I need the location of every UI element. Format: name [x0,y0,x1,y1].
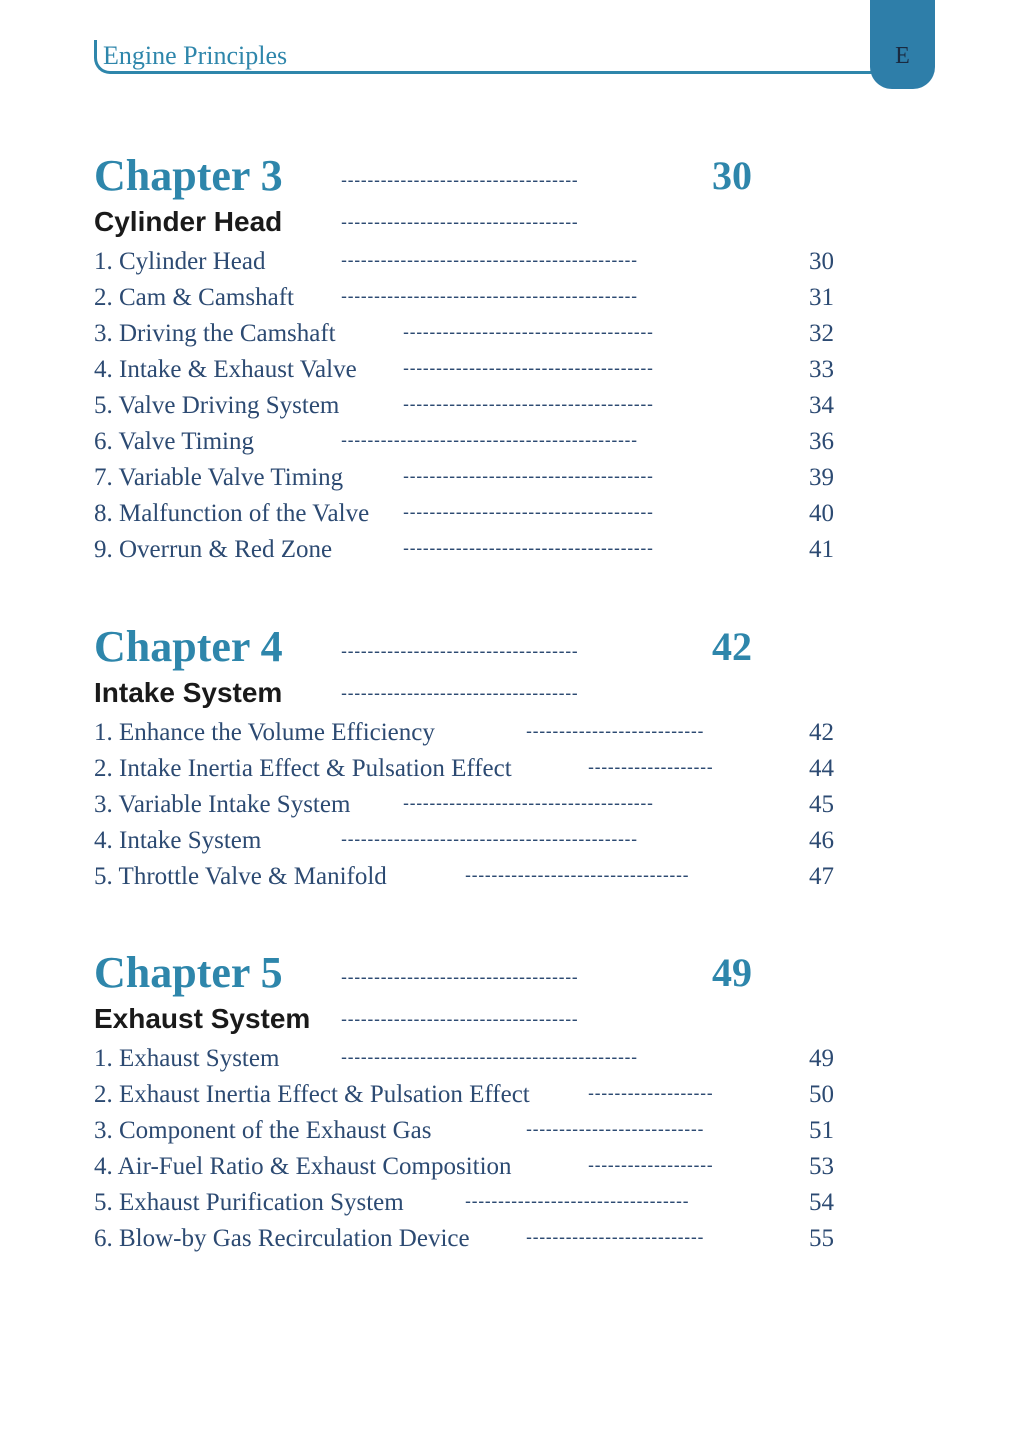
leader-dashes: --------------------------------------------- [341,829,638,849]
leader-dashes: --------------------------- [526,721,705,741]
toc-entry[interactable] [94,1223,854,1259]
chapter-page-number: 30 [712,153,752,198]
toc-entry-label: 8. Malfunction of the Valve [94,500,370,527]
running-header-title: Engine Principles [103,41,288,70]
toc-entry-label: 3. Variable Intake System [94,791,351,818]
toc-entry[interactable] [94,246,854,282]
leader-dashes: --------------------------------------------- [341,1047,638,1067]
toc-entry-page: 34 [809,392,834,419]
leader-dashes: -------------------------------------- [403,502,654,522]
toc-entry-label: 5. Exhaust Purification System [94,1189,404,1216]
toc-entry-page: 33 [809,356,834,383]
chapter-title: Chapter 5 [94,948,283,997]
toc-entry-label: 5. Valve Driving System [94,392,340,419]
chapter-page-number: 42 [712,624,752,669]
toc-entry-label: 6. Blow-by Gas Recirculation Device [94,1225,470,1252]
toc-entry-label: 3. Driving the Camshaft [94,320,336,347]
toc-entry[interactable] [94,753,854,789]
chapter-heading-row[interactable] [94,947,854,999]
toc-entry-page: 36 [809,428,834,455]
chapter-title: Chapter 4 [94,622,283,671]
chapter-title: Chapter 3 [94,151,283,200]
chapter-section [94,621,854,897]
leader-dashes: --------------------------------------------- [341,286,638,306]
chapter-subtitle-row [94,673,854,717]
toc-entry-page: 45 [809,791,834,818]
chapter-heading-row[interactable] [94,150,854,202]
chapter-section [94,947,854,1259]
leader-dashes: -------------------------------------- [403,358,654,378]
leader-dashes: --------------------------------------------- [341,250,638,270]
chapter-heading-row[interactable] [94,621,854,673]
toc-entry[interactable] [94,462,854,498]
toc-entry-page: 50 [809,1081,834,1108]
toc-entry-label: 9. Overrun & Red Zone [94,536,333,563]
toc-entry-label: 1. Cylinder Head [94,248,266,275]
toc-entry[interactable] [94,861,854,897]
leader-dashes: ------------------------------------ [341,641,579,661]
chapter-page-number: 49 [712,950,752,995]
toc-entry[interactable] [94,1079,854,1115]
toc-entry-page: 44 [809,755,834,782]
toc-entry[interactable] [94,1043,854,1079]
chapter-subtitle: Exhaust System [94,1003,311,1034]
toc-entry-label: 2. Intake Inertia Effect & Pulsation Effect [94,755,512,782]
toc-entry[interactable] [94,426,854,462]
toc-entry-page: 41 [809,536,834,563]
leader-dashes: ---------------------------------- [465,865,690,885]
toc-entry-label: 1. Enhance the Volume Efficiency [94,719,435,746]
chapter-subtitle: Cylinder Head [94,206,283,237]
leader-dashes: --------------------------- [526,1119,705,1139]
toc-entry-label: 6. Valve Timing [94,428,254,455]
leader-dashes: ------------------------------------ [341,170,579,190]
toc-entry[interactable] [94,354,854,390]
toc-entry-label: 5. Throttle Valve & Manifold [94,863,387,890]
leader-dashes: ------------------------------------ [341,1009,579,1029]
toc-entry[interactable] [94,789,854,825]
toc-entry[interactable] [94,1187,854,1223]
toc-entry-page: 39 [809,464,834,491]
toc-entry-label: 2. Cam & Camshaft [94,284,294,311]
toc-entry-page: 32 [809,320,834,347]
toc-entry-page: 54 [809,1189,834,1216]
leader-dashes: ------------------------------------ [341,683,579,703]
leader-dashes: ---------------------------------- [465,1191,690,1211]
toc-entry-page: 55 [809,1225,834,1252]
leader-dashes: -------------------------------------- [403,466,654,486]
chapter-subtitle: Intake System [94,677,283,708]
toc-entry-label: 4. Intake & Exhaust Valve [94,356,357,383]
leader-dashes: --------------------------------------------- [341,430,638,450]
leader-dashes: ------------------------------------ [341,212,579,232]
toc-entry[interactable] [94,534,854,570]
leader-dashes: -------------------------------------- [403,394,654,414]
leader-dashes: --------------------------- [526,1227,705,1247]
toc-entry[interactable] [94,1115,854,1151]
toc-entry[interactable] [94,498,854,534]
toc-entry-label: 3. Component of the Exhaust Gas [94,1117,432,1144]
leader-dashes: -------------------------------------- [403,322,654,342]
leader-dashes: ------------------- [588,1155,714,1175]
toc-entry-page: 47 [809,863,834,890]
toc-entry[interactable] [94,825,854,861]
leader-dashes: -------------------------------------- [403,538,654,558]
toc-entry-page: 46 [809,827,834,854]
leader-dashes: ------------------- [588,1083,714,1103]
toc-entry[interactable] [94,318,854,354]
toc-entry-label: 4. Air-Fuel Ratio & Exhaust Composition [94,1153,512,1180]
chapter-subtitle-row [94,202,854,246]
toc-entry-page: 30 [809,248,834,275]
toc-entry[interactable] [94,717,854,753]
toc-entry-page: 53 [809,1153,834,1180]
toc-entry-label: 2. Exhaust Inertia Effect & Pulsation Effect [94,1081,530,1108]
leader-dashes: ------------------- [588,757,714,777]
leader-dashes: ------------------------------------ [341,967,579,987]
chapter-subtitle-row [94,999,854,1043]
chapter-section [94,150,854,570]
toc-entry[interactable] [94,282,854,318]
toc-entry-page: 51 [809,1117,834,1144]
toc-entry-page: 49 [809,1045,834,1072]
toc-entry-label: 7. Variable Valve Timing [94,464,344,491]
section-tab-letter: E [895,43,910,69]
leader-dashes: -------------------------------------- [403,793,654,813]
toc-entry-page: 31 [809,284,834,311]
toc-entry-page: 42 [809,719,834,746]
section-tab [870,0,935,89]
toc-entry[interactable] [94,390,854,426]
toc-entry[interactable] [94,1151,854,1187]
toc-entry-label: 1. Exhaust System [94,1045,280,1072]
toc-entry-label: 4. Intake System [94,827,262,854]
toc-entry-page: 40 [809,500,834,527]
